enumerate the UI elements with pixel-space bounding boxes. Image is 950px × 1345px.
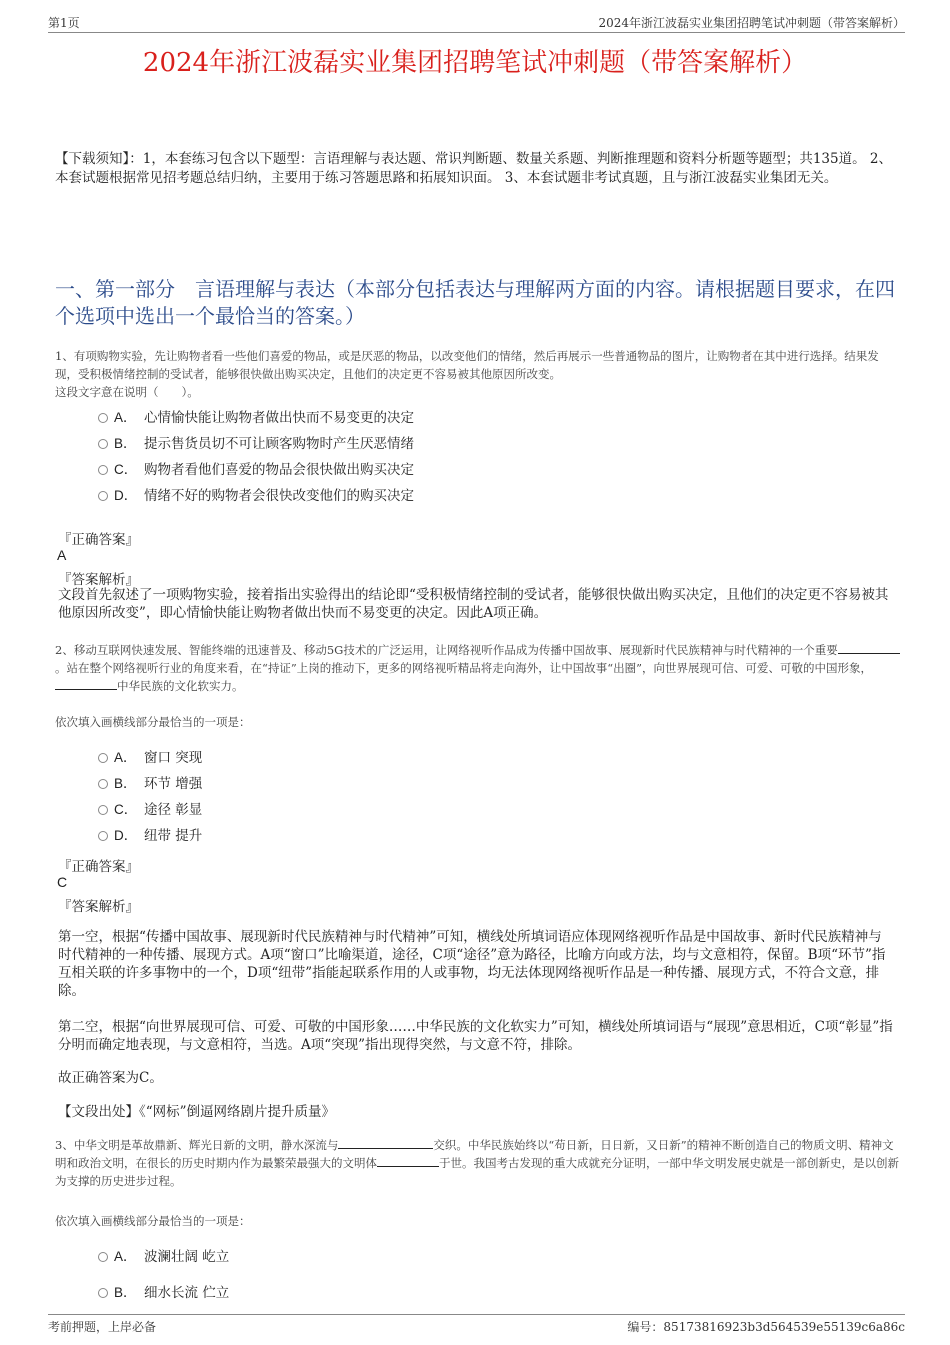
- q1-explain-label: 『答案解析』: [58, 572, 139, 588]
- page-header: [48, 14, 905, 33]
- q3-stem: 3、中华文明是革故鼎新、辉光日新的文明，静水深流与 交织。中华民族始终以“苟日新，日日新，又日新”的精神不断创造自己的物质文明、精神文明和政治文明，在很长的历史时期内作为最繁荣最强大的文明体 于世。我国考古发现的重大成就充分证明，一部中华文明发展史就是一部创新史，是以创新为支撑的历史进步过程。: [55, 1138, 899, 1188]
- fill-blank: [338, 1136, 433, 1149]
- radio-icon[interactable]: [98, 1252, 108, 1262]
- q1-explanation: 文段首先叙述了一项购物实验，接着指出实验得出的结论即“受积极情绪控制的受试者，能够很快做出购买决定，且他们的决定更不容易被其他原因所改变”，即心情愉快能让购物者做出快而不易变更的决定。因此A项正确。: [58, 587, 889, 621]
- radio-icon[interactable]: [98, 831, 108, 841]
- q2-option-a[interactable]: A． 窗口 突现: [98, 748, 202, 768]
- q2-explanation-2: 第二空，根据“向世界展现可信、可爱、可敬的中国形象……中华民族的文化软实力”可知，横线处所填词语与“展现”意思相近，C项“彰显”指分明而确定地表现，与文意相符，当选。A项“突现”指出现得突然，与文意不符，排除。: [58, 1019, 893, 1053]
- q1-option-b[interactable]: B． 提示售货员切不可让顾客购物时产生厌恶情绪: [98, 434, 414, 454]
- q1-answer-label: 『正确答案』: [58, 532, 139, 548]
- fill-blank: [838, 641, 900, 654]
- q2-source: 【文段出处】《“网标”倒逼网络剧片提升质量》: [58, 1104, 336, 1120]
- q2-explanation-1: 第一空，根据“传播中国故事、展现新时代民族精神与时代精神”可知，横线处所填词语应体现网络视听作品是中国故事、新时代民族精神与时代精神的一种传播、展现方式。A项“窗口”比喻渠道，途径，C项“途径”意为路径，比喻方向或方法，均与文意相符，保留。B项“环节”指互相关联的许多事物中的一个，D项“纽带”指能起联系作用的人或事物，均无法体现网络视听作品是一种传播、展现方式，不符合文意，排除。: [58, 929, 886, 999]
- q2-explain-label: 『答案解析』: [58, 899, 139, 915]
- q1-option-a[interactable]: A． 心情愉快能让购物者做出快而不易变更的决定: [98, 408, 414, 428]
- q2-stem: 2、移动互联网快速发展、智能终端的迅速普及、移动5G技术的广泛运用，让网络视听作品成为传播中国故事、展现新时代民族精神与时代精神的一个重要。站在整个网络视听行业的角度来看，在“持证”上岗的推动下，更多的网络视听精品将走向海外，让中国故事“出圈”，向世界展现可信、可爱、可敬的中国形象，中华民族的文化软实力。: [55, 641, 900, 695]
- q2-answer: C: [57, 874, 68, 890]
- q1-answer: A: [57, 547, 67, 563]
- radio-icon[interactable]: [98, 439, 108, 449]
- q1-option-d[interactable]: D． 情绪不好的购物者会很快改变他们的购买决定: [98, 486, 414, 506]
- page-footer: [48, 1314, 905, 1335]
- q2-ask: 依次填入画横线部分最恰当的一项是：: [55, 715, 251, 729]
- radio-icon[interactable]: [98, 779, 108, 789]
- q2-explanation-3: 故正确答案为C。: [58, 1070, 163, 1086]
- q3-ask: 依次填入画横线部分最恰当的一项是：: [55, 1214, 251, 1228]
- fill-blank: [377, 1154, 439, 1167]
- radio-icon[interactable]: [98, 753, 108, 763]
- radio-icon[interactable]: [98, 413, 108, 423]
- radio-icon[interactable]: [98, 1288, 108, 1298]
- page-number: 第1页: [48, 16, 80, 30]
- q1-ask: 这段文字意在说明（ ）。: [55, 385, 199, 399]
- q2-option-d[interactable]: D． 纽带 提升: [98, 826, 202, 846]
- section-heading: 一、第一部分 言语理解与表达（本部分包括表达与理解两方面的内容。请根据题目要求，在四个选项中选出一个最恰当的答案。）: [55, 277, 895, 328]
- fill-blank: [55, 677, 117, 690]
- download-notice: 【下载须知】：1，本套练习包含以下题型：言语理解与表达题、常识判断题、数量关系题、判断推理题和资料分析题等题型；共135道。 2、本套试题根据常见招考题总结归纳，主要用于练习答题思路和拓展知识面。 3、本套试题非考试真题，且与浙江波磊实业集团无关。: [55, 151, 892, 186]
- q1-stem: [55, 347, 900, 401]
- footer-slogan: 考前押题，上岸必备: [48, 1320, 157, 1334]
- radio-icon[interactable]: [98, 805, 108, 815]
- q3-option-a[interactable]: A． 波澜壮阔 屹立: [98, 1247, 229, 1267]
- q1-option-c[interactable]: C． 购物者看他们喜爱的物品会很快做出购买决定: [98, 460, 414, 480]
- q2-answer-label: 『正确答案』: [58, 859, 139, 875]
- q3-option-b[interactable]: B． 细水长流 伫立: [98, 1283, 229, 1303]
- radio-icon[interactable]: [98, 491, 108, 501]
- document-title: 2024年浙江波磊实业集团招聘笔试冲刺题（带答案解析）: [142, 48, 808, 78]
- q2-option-b[interactable]: B． 环节 增强: [98, 774, 202, 794]
- radio-icon[interactable]: [98, 465, 108, 475]
- q1-stem-text: 1、有项购物实验，先让购物者看一些他们喜爱的物品，或是厌恶的物品，以改变他们的情绪，然后再展示一些普通物品的图片，让购物者在其中进行选择。结果发现，受积极情绪控制的受试者，能够很快做出购买决定，且他们的决定更不容易被其他原因所改变。: [55, 349, 879, 381]
- header-title: 2024年浙江波磊实业集团招聘笔试冲刺题（带答案解析）: [598, 16, 905, 30]
- q2-option-c[interactable]: C． 途径 彰显: [98, 800, 202, 820]
- document-id: 编号：85173816923b3d564539e55139c6a86c: [627, 1320, 905, 1334]
